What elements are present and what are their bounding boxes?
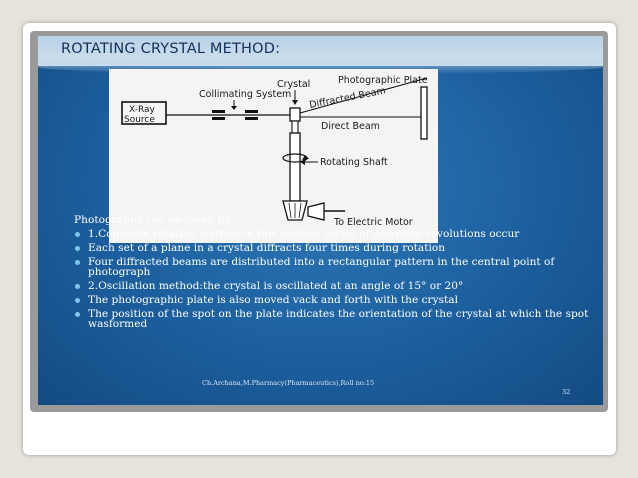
photographic-plate-label: Photographic Plate — [338, 75, 428, 86]
electric-motor-label: To Electric Motor — [334, 217, 413, 228]
slide-title: ROTATING CRYSTAL METHOD: — [61, 41, 281, 57]
crystal-arrow-head — [292, 100, 298, 105]
slide-body — [74, 215, 594, 333]
xray-source-label-line2: Source — [124, 115, 155, 125]
diffracted-beam-label: Diffracted Beam — [308, 85, 387, 111]
collimating-arrow-head — [231, 106, 237, 110]
intro-text: Photographs can be taken by : — [74, 214, 238, 226]
bullet-item: Each set of a plane in a crystal diffracts four times during rotation — [74, 243, 594, 253]
slide-page-number: 32 — [562, 388, 571, 396]
slide-footer-author: Ch.Archana,M.Pharmacy(Pharmaceutics),Roll no:15 — [202, 379, 375, 387]
xray-source-label-line1: X-Ray — [129, 105, 155, 115]
bullet-item: Four diffracted beams are distributed into a rectangular pattern in the central point of photograph — [74, 257, 594, 277]
crystal-label: Crystal — [277, 79, 311, 90]
rotation-arrow-head — [302, 155, 309, 160]
crystal — [290, 108, 300, 121]
collimator-slit-4 — [245, 117, 258, 120]
bullet-item: 1.Complete rotation method:in this method series of complete revolutions occur — [74, 229, 594, 239]
bullet-item: 2.Oscillation method:the crystal is oscillated at an angle of 15° or 20° — [74, 281, 594, 291]
bullet-list — [74, 229, 594, 329]
collimating-system-label: Collimating System — [199, 89, 292, 100]
direct-beam-label: Direct Beam — [321, 121, 380, 132]
goniometer-head — [292, 121, 298, 133]
bullet-item: The photographic plate is also moved vack and forth with the crystal — [74, 295, 594, 305]
photographic-plate — [421, 87, 427, 139]
collimator-slit-1 — [212, 110, 225, 113]
collimator-slit-2 — [212, 117, 225, 120]
bullet-item: The position of the spot on the plate indicates the orientation of the crystal at which the spot wasformed — [74, 309, 594, 329]
collimator-slit-3 — [245, 110, 258, 113]
slide — [38, 36, 603, 405]
rotating-shaft — [290, 133, 300, 201]
rotating-shaft-label: Rotating Shaft — [320, 157, 388, 168]
